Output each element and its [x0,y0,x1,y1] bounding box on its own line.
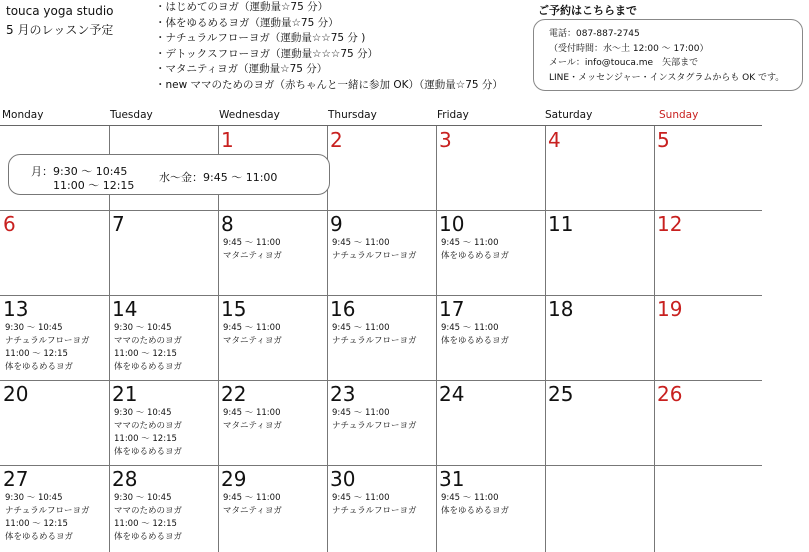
grid-row-line [0,380,762,381]
calendar-day-cell [0,210,109,295]
lesson-line: 体をゆるめるヨガ [114,362,183,372]
weekday-label: Saturday [545,109,593,121]
calendar-day-cell [109,465,218,552]
hours-wed-fri: 水～金：9:45 ～ 11:00 [159,171,278,184]
lesson-line: ナチュラルフローヨガ [332,336,417,346]
grid-row-line [0,465,762,466]
day-number: 19 [657,297,683,321]
weekday-label-sunday: Sunday [659,109,699,121]
day-number: 13 [3,297,29,321]
day-number: 7 [112,212,125,236]
grid-row-line [0,295,762,296]
lesson-info [332,237,417,263]
day-number: 30 [330,467,356,491]
day-number: 5 [657,128,670,152]
day-number: 28 [112,467,138,491]
calendar-day-cell [0,465,109,552]
day-number: 26 [657,382,683,406]
lesson-line: 9:30 ～ 10:45 [5,323,63,333]
day-number: 25 [548,382,574,406]
lesson-info [223,492,282,518]
reservation-email: メール：info@touca.me 矢部まで [549,58,699,68]
calendar-day-cell [436,295,545,380]
calendar-day-cell [436,210,545,295]
day-number: 31 [439,467,465,491]
hours-monday-second: 11:00 ～ 12:15 [53,179,135,192]
lesson-line: マタニティヨガ [223,251,282,261]
reservation-hours: （受付時間：水～土 12:00 ～ 17:00） [549,43,709,54]
day-number: 14 [112,297,138,321]
calendar-day-cell [654,126,762,210]
day-number: 1 [221,128,234,152]
lesson-line: ナチュラルフローヨガ [332,506,417,516]
calendar-day-cell [0,380,109,465]
lesson-line: 11:00 ～ 12:15 [5,349,68,359]
lesson-info [441,237,509,263]
lesson-line: 9:45 ～ 11:00 [441,323,499,333]
lesson-line: 体をゆるめるヨガ [114,532,183,542]
lesson-info [441,492,509,518]
lesson-line: 9:30 ～ 10:45 [114,493,172,503]
lesson-line: 9:45 ～ 11:00 [332,408,390,418]
lesson-line: 9:45 ～ 11:00 [332,493,390,503]
lesson-line: ママのためのヨガ [114,336,183,346]
lesson-info [441,322,509,348]
lesson-line: ナチュラルフローヨガ [332,421,417,431]
lesson-line: 体をゆるめるヨガ [5,362,74,372]
day-number: 2 [330,128,343,152]
lesson-info [332,407,417,433]
lesson-line: ママのためのヨガ [114,421,183,431]
day-number: 15 [221,297,247,321]
lesson-info [332,322,417,348]
calendar-day-cell [436,126,545,210]
lesson-line: 11:00 ～ 12:15 [114,349,177,359]
calendar-day-cell [436,465,545,552]
day-number: 12 [657,212,683,236]
grid-row-line [0,210,762,211]
calendar-day-cell [327,380,436,465]
lesson-line: 9:45 ～ 11:00 [223,323,281,333]
reservation-box [533,19,803,91]
day-number: 9 [330,212,343,236]
day-number: 8 [221,212,234,236]
reservation-phone: 電話：087-887-2745 [549,29,640,39]
lesson-line: 9:45 ～ 11:00 [441,493,499,503]
calendar-day-cell [654,210,762,295]
lesson-line: 9:30 ～ 10:45 [114,408,172,418]
weekday-label: Monday [2,109,44,121]
day-number: 18 [548,297,574,321]
calendar-day-cell [327,295,436,380]
day-number: 16 [330,297,356,321]
lesson-line: ナチュラルフローヨガ [5,506,90,516]
lesson-line: 体をゆるめるヨガ [441,336,510,346]
lesson-line: マタニティヨガ [223,336,282,346]
day-number: 6 [3,212,16,236]
lesson-line: 9:45 ～ 11:00 [332,323,390,333]
lesson-line: 9:45 ～ 11:00 [223,408,281,418]
lesson-info [332,492,417,518]
calendar-day-cell [327,210,436,295]
grid-column-line [654,126,655,552]
calendar-day-cell [109,295,218,380]
day-number: 22 [221,382,247,406]
lesson-info [5,322,90,374]
lesson-line: 11:00 ～ 12:15 [114,434,177,444]
lesson-line: 9:30 ～ 10:45 [114,323,172,333]
weekday-label: Friday [437,109,469,121]
weekday-label: Wednesday [219,109,280,121]
calendar-day-cell [218,210,327,295]
calendar-day-cell [654,380,762,465]
calendar-day-cell [109,380,218,465]
lesson-line: マタニティヨガ [223,421,282,431]
calendar-day-cell [218,295,327,380]
calendar-day-cell [545,380,654,465]
day-number: 10 [439,212,465,236]
lesson-line: 9:45 ～ 11:00 [332,238,390,248]
lesson-info [223,237,282,263]
day-number: 24 [439,382,465,406]
lesson-line: 9:45 ～ 11:00 [441,238,499,248]
lesson-line: 9:45 ～ 11:00 [223,493,281,503]
calendar-day-cell [654,465,762,552]
lesson-line: マタニティヨガ [223,506,282,516]
calendar-day-cell [545,210,654,295]
weekday-label: Tuesday [110,109,153,121]
calendar-day-cell [436,380,545,465]
lesson-info [114,322,182,374]
reservation-sns: LINE・メッセンジャー・インスタグラムからも OK です。 [549,72,785,83]
calendar-day-cell [109,210,218,295]
studio-name: touca yoga studio [6,4,114,18]
calendar-day-cell [545,465,654,552]
calendar-day-cell [327,465,436,552]
reservation-title: ご予約はこちらまで [538,4,637,17]
lesson-info [114,407,182,459]
class-item: ・ナチュラルフローヨガ（運動量☆☆75 分 ) [155,32,366,44]
class-item: ・デトックスフローヨガ（運動量☆☆☆75 分） [155,47,379,60]
lesson-line: 9:30 ～ 10:45 [5,493,63,503]
class-item: ・new ママのためのヨガ（赤ちゃんと一緒に参加 OK）（運動量☆75 分） [155,78,503,91]
day-number: 3 [439,128,452,152]
day-number: 20 [3,382,29,406]
lesson-info [114,492,182,544]
lesson-line: ナチュラルフローヨガ [332,251,417,261]
lesson-info [223,407,282,433]
class-item: ・はじめてのヨガ（運動量☆75 分） [155,1,329,13]
day-number: 27 [3,467,29,491]
calendar-day-cell [327,126,436,210]
calendar-day-cell [218,380,327,465]
hours-note [8,154,330,195]
lesson-line: 体をゆるめるヨガ [441,251,510,261]
class-item: ・体をゆるめるヨガ（運動量☆75 分） [155,16,339,29]
lesson-info [5,492,90,544]
lesson-line: 体をゆるめるヨガ [114,447,183,457]
lesson-line: ナチュラルフローヨガ [5,336,90,346]
grid-column-line [545,126,546,552]
page-subtitle: 5 月のレッスン予定 [6,23,114,37]
calendar-day-cell [218,465,327,552]
day-number: 23 [330,382,356,406]
class-list [155,0,503,93]
lesson-line: 9:45 ～ 11:00 [223,238,281,248]
calendar-day-cell [545,295,654,380]
lesson-line: ママのためのヨガ [114,506,183,516]
lesson-line: 11:00 ～ 12:15 [5,519,68,529]
calendar-day-cell [654,295,762,380]
weekday-header [0,107,762,123]
lesson-line: 体をゆるめるヨガ [5,532,74,542]
hours-monday: 月：9:30 ～ 10:45 [31,165,128,178]
lesson-line: 体をゆるめるヨガ [441,506,510,516]
day-number: 17 [439,297,465,321]
lesson-line: 11:00 ～ 12:15 [114,519,177,529]
weekday-label: Thursday [328,109,377,121]
day-number: 11 [548,212,574,236]
lesson-info [223,322,282,348]
day-number: 21 [112,382,138,406]
grid-column-line [436,126,437,552]
day-number: 29 [221,467,247,491]
class-item: ・マタニティヨガ（運動量☆75 分） [155,63,328,75]
day-number: 4 [548,128,561,152]
calendar-day-cell [545,126,654,210]
calendar-day-cell [0,295,109,380]
